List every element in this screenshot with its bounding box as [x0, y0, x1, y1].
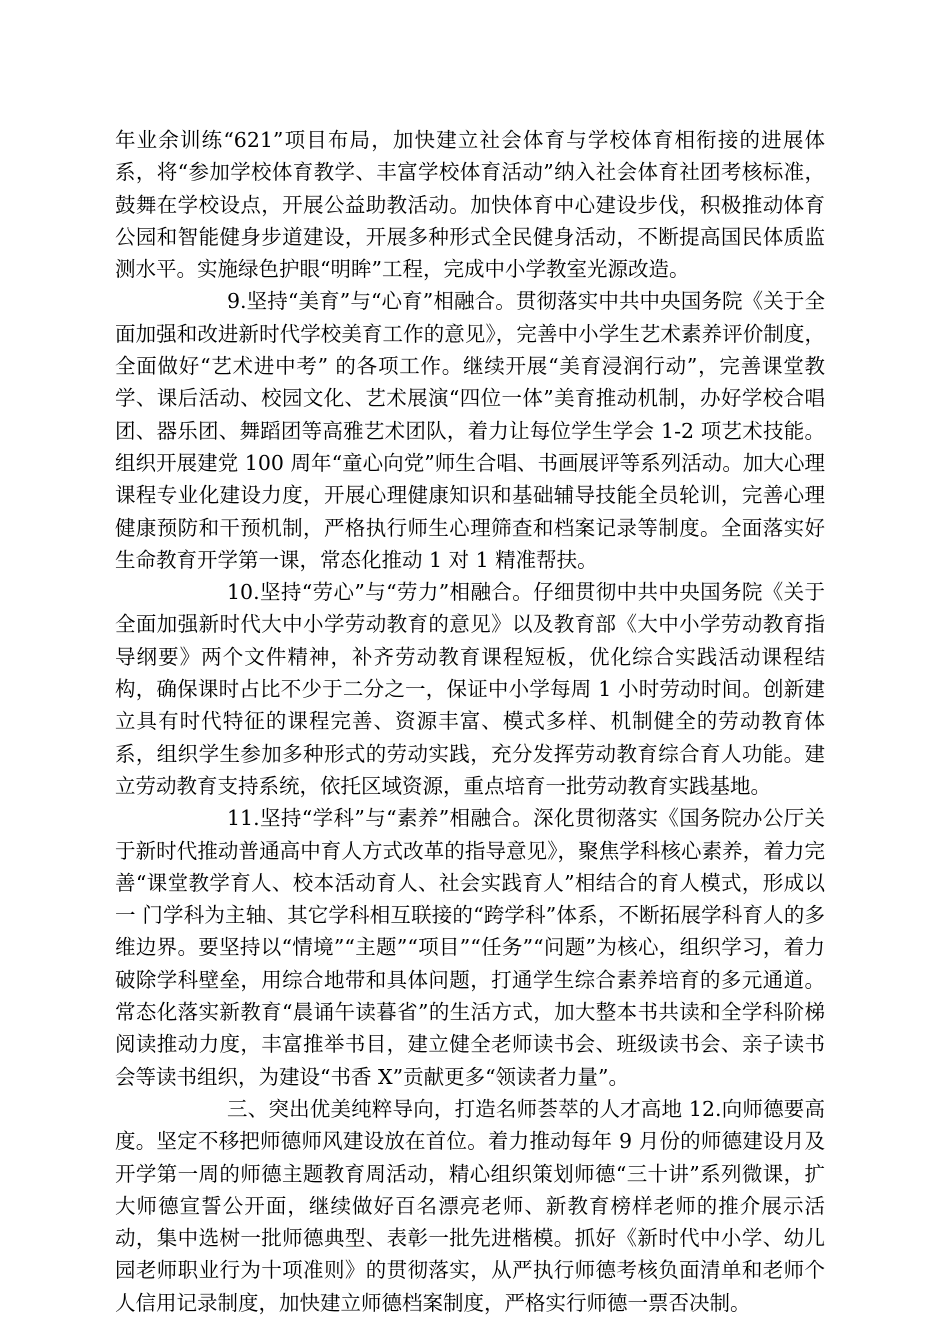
document-page — [115, 124, 825, 1319]
paragraph-subject-literacy: 11.坚持“学科”与“素养”相融合。深化贯彻落实《国务院办公厅关于新时代推动普通高中育人方式改革的指导意见》，聚焦学科核心素养，着力完善“课堂教学育人、校本活动育人、社会实践育人”相结合的育人模式，形成以一 门学科为主轴、其它学科相互联接的“跨学科”体系，不断拓展学科育人的多维边界。要坚持以“情境”“主题”“项目”“任务”“问题”为核心，组织学习，着力破除学科壁垒，用综合地带和具体问题，打通学生综合素养培育的多元通道。常态化落实新教育“晨诵午读暮省”的生活方式，加大整本书共读和全学科阶梯阅读推动力度，丰富推举书目，建立健全老师读书会、班级读书会、亲子读书会等读书组织，为建设“书香 X”贡献更多“领读者力量”。 — [115, 806, 825, 1089]
paragraph-labor-education: 10.坚持“劳心”与“劳力”相融合。仔细贯彻中共中央国务院《关于全面加强新时代大中小学劳动教育的意见》以及教育部《大中小学劳动教育指导纲要》两个文件精神，补齐劳动教育课程短板，优化综合实践活动课程结构，确保课时占比不少于二分之一，保证中小学每周 1 小时劳动时间。创新建立具有时代特征的课程完善、资源丰富、模式多样、机制健全的劳动教育体系，组织学生参加多种形式的劳动实践，充分发挥劳动教育综合育人功能。建立劳动教育支持系统，依托区域资源，重点培育一批劳动教育实践基地。 — [115, 580, 825, 798]
paragraph-teacher-ethics: 三、突出优美纯粹导向，打造名师荟萃的人才高地 12.向师德要高度。坚定不移把师德师风建设放在首位。着力推动每年 9 月份的师德建设月及开学第一周的师德主题教育周活动，精心组织策划师德“三十讲”系列微课，扩大师德宣誓公开面，继续做好百名漂亮老师、新教育榜样老师的推介展示活动，集中选树一批师德典型、表彰一批先进楷模。抓好《新时代中小学、幼儿园老师职业行为十项准则》的贯彻落实，从严执行师德考核负面清单和老师个人信用记录制度，加快建立师德档案制度，严格实行师德一票否决制。 — [115, 1096, 825, 1315]
paragraph-sports: 年业余训练“621”项目布局，加快建立社会体育与学校体育相衔接的进展体系，将“参加学校体育教学、丰富学校体育活动”纳入社会体育社团考核标准，鼓舞在学校设点，开展公益助教活动。加快体育中心建设步伐，积极推动体育公园和智能健身步道建设，开展多种形式全民健身活动，不断提高国民体质监测水平。实施绿色护眼“明眸”工程，完成中小学教室光源改造。 — [115, 128, 825, 282]
paragraph-aesthetic-education: 9.坚持“美育”与“心育”相融合。贯彻落实中共中央国务院《关于全面加强和改进新时代学校美育工作的意见》，完善中小学生艺术素养评价制度，全面做好“艺术进中考” 的各项工作。继续开展“美育浸润行动”，完善课堂教学、课后活动、校园文化、艺术展演“四位一体”美育推动机制，办好学校合唱团、器乐团、舞蹈团等高雅艺术团队，着力让每位学生学会 1-2 项艺术技能。组织开展建党 100 周年“童心向党”师生合唱、书画展评等系列活动。加大心理课程专业化建设力度，开展心理健康知识和基础辅导技能全员轮训，完善心理健康预防和干预机制，严格执行师生心理筛查和档案记录等制度。全面落实好生命教育开学第一课，常态化推动 1 对 1 精准帮扶。 — [115, 289, 825, 572]
